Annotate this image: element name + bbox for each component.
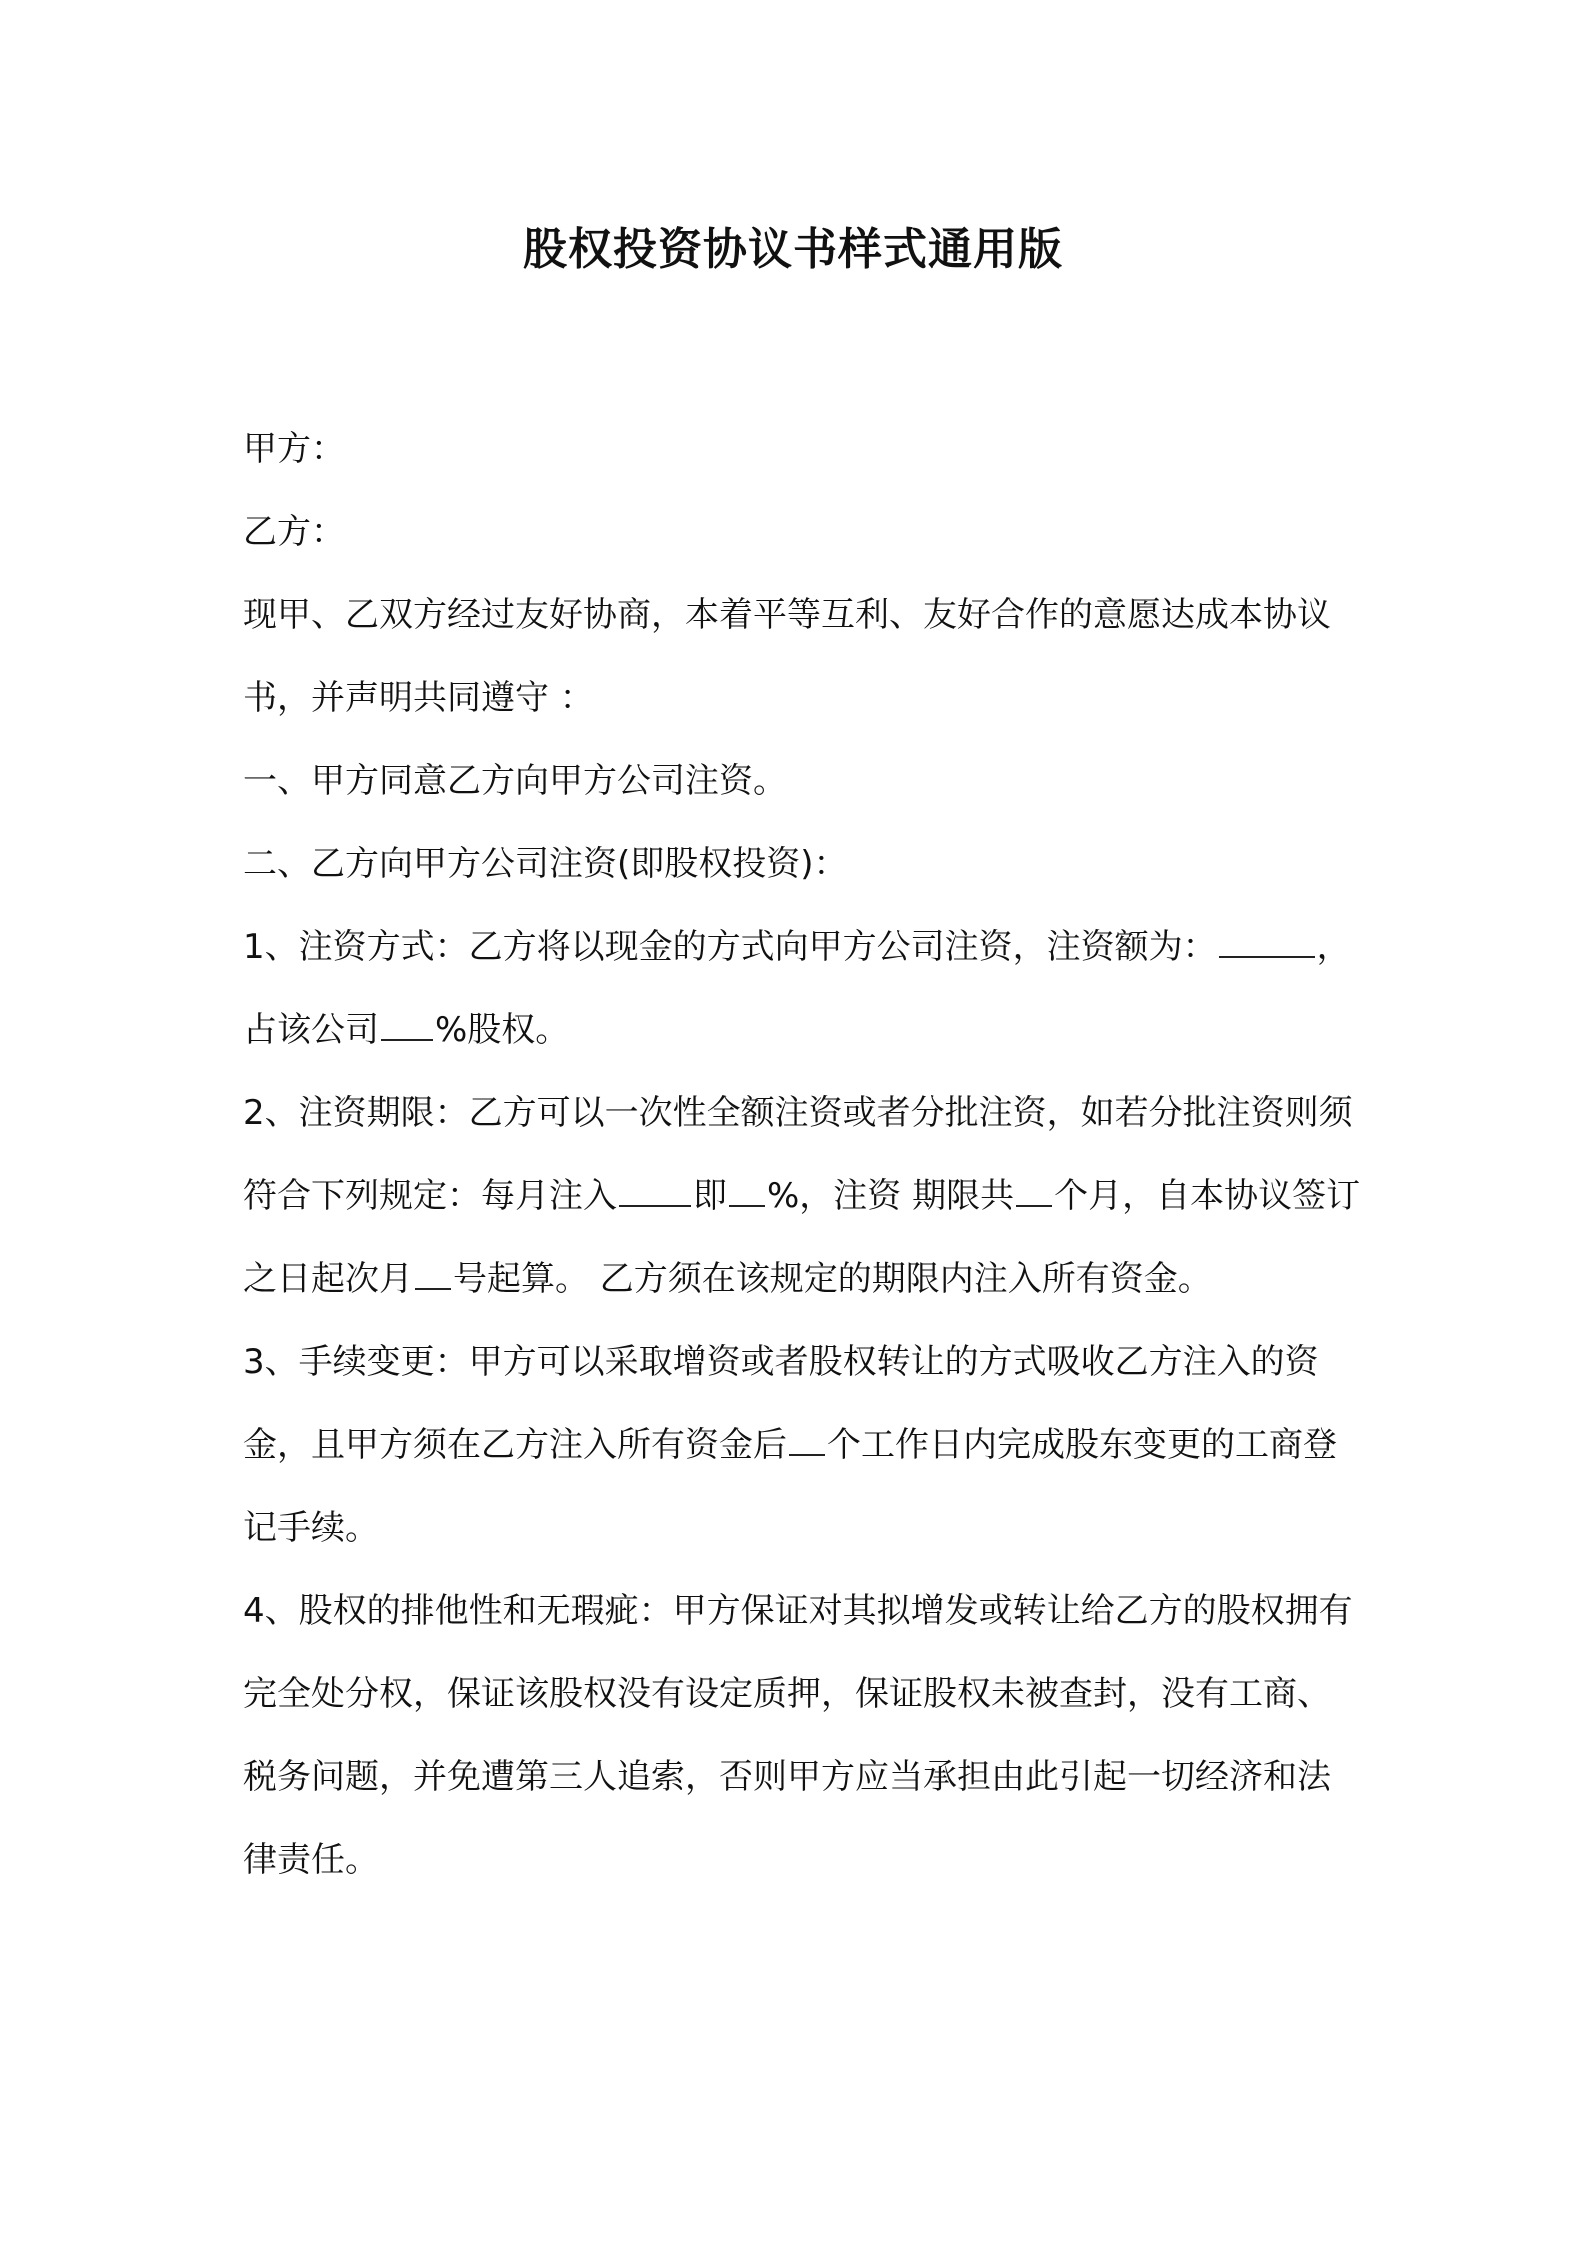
monthly-amount-blank — [619, 1169, 691, 1207]
clause-1: 一、甲方同意乙方向甲方公司注资。 — [243, 761, 787, 801]
months-count-blank — [1016, 1169, 1052, 1207]
item-2-text: 号起算。 乙方须在该规定的期限内注入所有资金。 — [453, 1259, 1212, 1299]
item-3-paragraph — [243, 1321, 1363, 1570]
preamble-paragraph: 现甲、乙双方经过友好协商，本着平等互利、友好合作的意愿达成本协议书，并声明共同遵守 ： — [243, 595, 1331, 718]
item-4-paragraph: 4、股权的排他性和无瑕疵：甲方保证对其拟增发或转让给乙方的股权拥有完全处分权，保证该股权没有设定质押，保证股权未被查封，没有工商、税务问题，并免遭第三人追索，否则甲方应当承担由此引起一切经济和法律责任。 — [243, 1591, 1353, 1880]
clause-2: 二、乙方向甲方公司注资(即股权投资)： — [243, 844, 848, 884]
document-title: 股权投资协议书样式通用版 — [523, 224, 1063, 275]
item-1-text: 1、注资方式：乙方将以现金的方式向甲方公司注资，注资额为： — [243, 927, 1217, 967]
monthly-percent-blank — [729, 1169, 765, 1207]
item-2-paragraph — [243, 1072, 1363, 1321]
item-2-text: %，注资 期限共 — [767, 1176, 1015, 1216]
item-3-text: 3、手续变更：甲方可以采取增资或者股权转让的方式吸收乙方注入的资金，且甲方须在乙方注入所有资金后 — [243, 1342, 1319, 1465]
item-1-paragraph — [243, 906, 1363, 1072]
start-day-blank — [415, 1252, 451, 1290]
item-2-text: 即 — [693, 1176, 727, 1216]
item-1-text: ，占该公司 — [243, 927, 1351, 1050]
party-b-line: 乙方： — [243, 512, 345, 552]
item-2-text: 2、注资期限：乙方可以一次性全额注资或者分批注资，如若分批注资则须符合下列规定：每月注入 — [243, 1093, 1353, 1216]
investment-amount-blank — [1219, 920, 1315, 958]
item-1-text: %股权。 — [435, 1010, 570, 1050]
party-a-line: 甲方： — [243, 429, 345, 469]
document-body — [243, 408, 1363, 1902]
working-days-blank — [789, 1418, 825, 1456]
item-3-text: 个工作日内完成股东变更的工商登记手续。 — [243, 1425, 1337, 1548]
equity-percent-blank — [381, 1003, 433, 1041]
item-2-text: 个月，自本协议签订之日起次月 — [243, 1176, 1361, 1299]
